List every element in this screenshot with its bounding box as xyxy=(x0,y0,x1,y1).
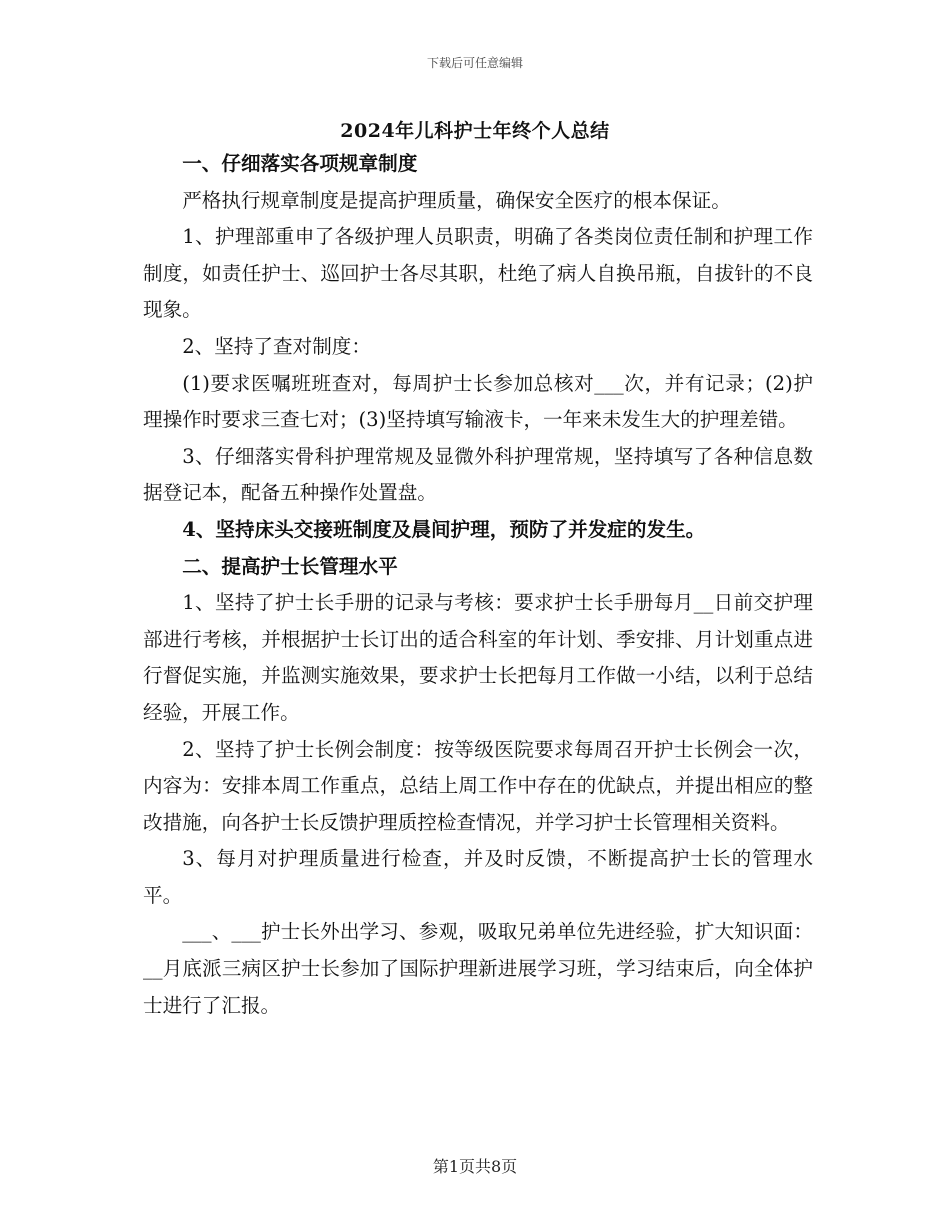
section-heading-1: 一、仔细落实各项规章制度 xyxy=(182,152,418,175)
paragraph: 1、坚持了护士长手册的记录与考核：要求护士长手册每月__日前交护理部进行考核，并根据护士长订出的适合科室的年计划、季安排、月计划重点进行督促实施，并监测实施效果，要求护士长把每月工作做一小结，以利于总结经验，开展工作。 xyxy=(143,591,813,724)
paragraph: 3、每月对护理质量进行检查，并及时反馈，不断提高护士长的管理水平。 xyxy=(143,847,813,907)
bold-paragraph: 4、坚持床头交接班制度及晨间护理，预防了并发症的发生。 xyxy=(182,517,706,541)
paragraph: (1)要求医嘱班班查对，每周护士长参加总核对___次，并有记录；(2)护理操作时要求三查七对；(3)坚持填写输液卡，一年来未发生大的护理差错。 xyxy=(143,371,813,432)
header-note: 下载后可任意编辑 xyxy=(426,56,523,70)
document-title: 2024年儿科护士年终个人总结 xyxy=(340,120,610,142)
section-heading-2: 二、提高护士长管理水平 xyxy=(182,554,398,578)
paragraph: 3、仔细落实骨科护理常规及显微外科护理常规，坚持填写了各种信息数据登记本，配备五种操作处置盘。 xyxy=(143,444,813,505)
paragraph: ___、___护士长外出学习、参观，吸取兄弟单位先进经验，扩大知识面：__月底派三病区护士长参加了国际护理新进展学习班，学习结束后，向全体护士进行了汇报。 xyxy=(143,920,813,1017)
paragraph: 严格执行规章制度是提高护理质量，确保安全医疗的根本保证。 xyxy=(182,188,731,212)
paragraph: 2、坚持了查对制度： xyxy=(182,334,371,358)
paragraph: 2、坚持了护士长例会制度：按等级医院要求每周召开护士长例会一次，内容为：安排本周工作重点，总结上周工作中存在的优缺点，并提出相应的整改措施，向各护士长反馈护理质控检查情况，并学习护士长管理相关资料。 xyxy=(143,737,813,834)
paragraph: 1、护理部重申了各级护理人员职责，明确了各类岗位责任制和护理工作制度，如责任护士、巡回护士各尽其职，杜绝了病人自换吊瓶，自拔针的不良现象。 xyxy=(143,225,813,322)
document-body xyxy=(143,146,813,1024)
page-footer: 第1页共8页 xyxy=(432,1157,518,1176)
